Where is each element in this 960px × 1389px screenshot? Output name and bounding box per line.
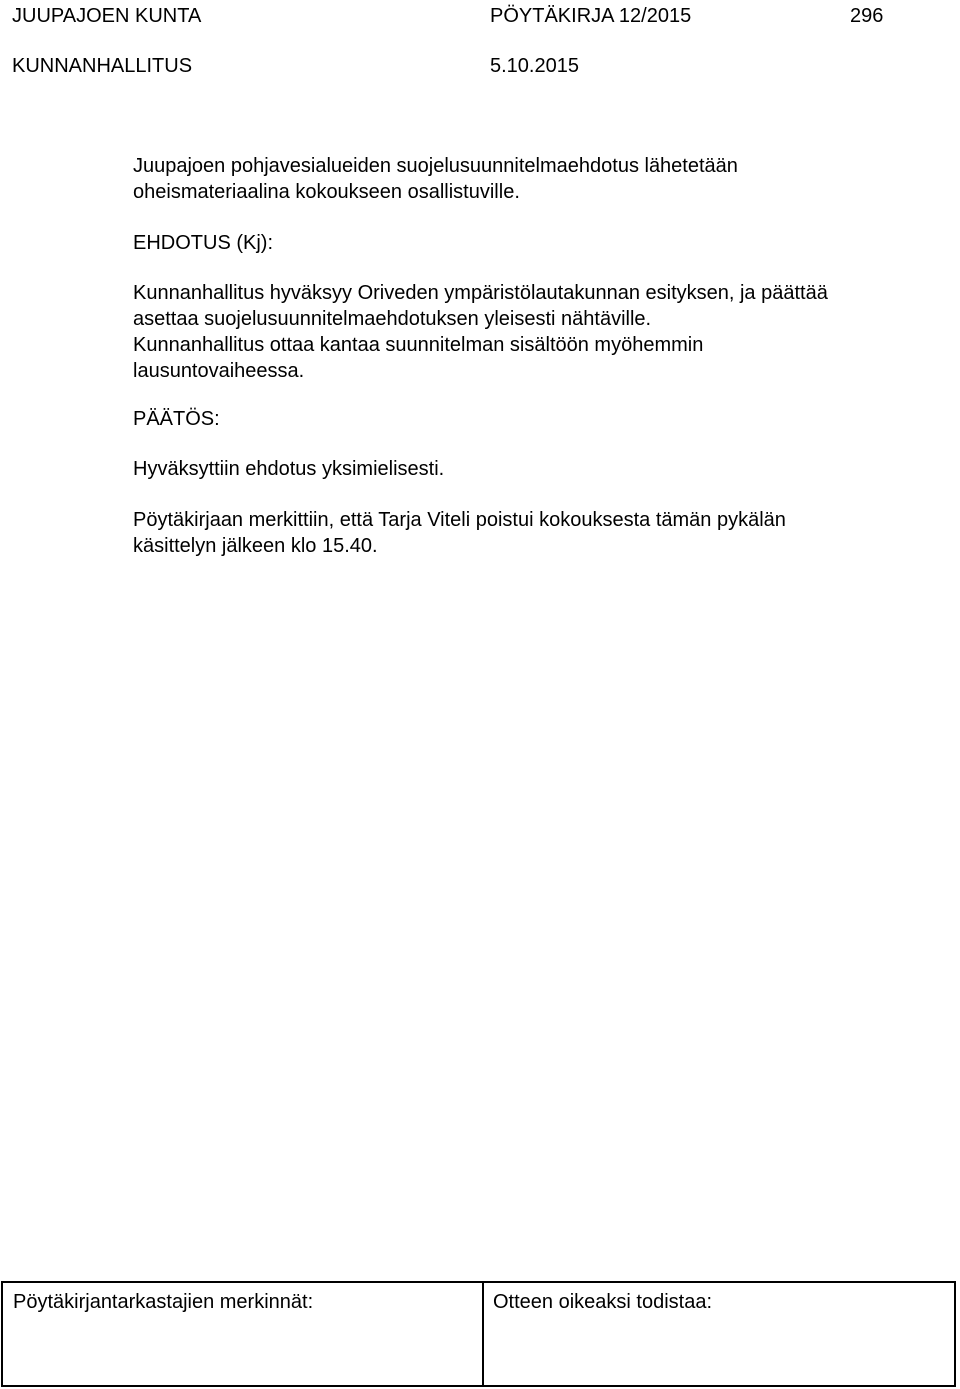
intro-line: Juupajoen pohjavesialueiden suojelusuunnitelmaehdotus lähetetään bbox=[133, 155, 738, 177]
organization-name: JUUPAJOEN KUNTA bbox=[12, 5, 202, 27]
proposal-heading-text: EHDOTUS (Kj): bbox=[133, 232, 273, 254]
inspectors-label: Pöytäkirjantarkastajien merkinnät: bbox=[13, 1291, 314, 1313]
note-paragraph bbox=[133, 507, 933, 559]
decision-text bbox=[133, 456, 933, 482]
proposal-line: Kunnanhallitus hyväksyy Oriveden ympäristölautakunnan esityksen, ja päättää bbox=[133, 282, 828, 304]
proposal-paragraph bbox=[133, 280, 933, 384]
certification-label: Otteen oikeaksi todistaa: bbox=[493, 1291, 713, 1313]
body-name: KUNNANHALLITUS bbox=[12, 55, 193, 77]
intro-paragraph bbox=[133, 153, 933, 205]
proposal-heading bbox=[133, 230, 933, 256]
note-line: käsittelyn jälkeen klo 15.40. bbox=[133, 535, 378, 557]
proposal-line: asettaa suojelusuunnitelmaehdotuksen yleisesti nähtäville. bbox=[133, 308, 652, 330]
intro-line: oheismateriaalina kokoukseen osallistuville. bbox=[133, 181, 520, 203]
page-number: 296 bbox=[850, 5, 884, 27]
note-line: Pöytäkirjaan merkittiin, että Tarja Viteli poistui kokouksesta tämän pykälän bbox=[133, 509, 786, 531]
decision-heading-text: PÄÄTÖS: bbox=[133, 408, 220, 430]
footer-signature-box bbox=[1, 1281, 956, 1387]
proposal-line: lausuntovaiheessa. bbox=[133, 360, 305, 382]
document-title: PÖYTÄKIRJA 12/2015 bbox=[490, 5, 692, 27]
proposal-line: Kunnanhallitus ottaa kantaa suunnitelman sisältöön myöhemmin bbox=[133, 334, 704, 356]
decision-line: Hyväksyttiin ehdotus yksimielisesti. bbox=[133, 458, 445, 480]
decision-heading bbox=[133, 406, 933, 432]
footer-divider bbox=[482, 1283, 484, 1385]
meeting-date: 5.10.2015 bbox=[490, 55, 579, 77]
